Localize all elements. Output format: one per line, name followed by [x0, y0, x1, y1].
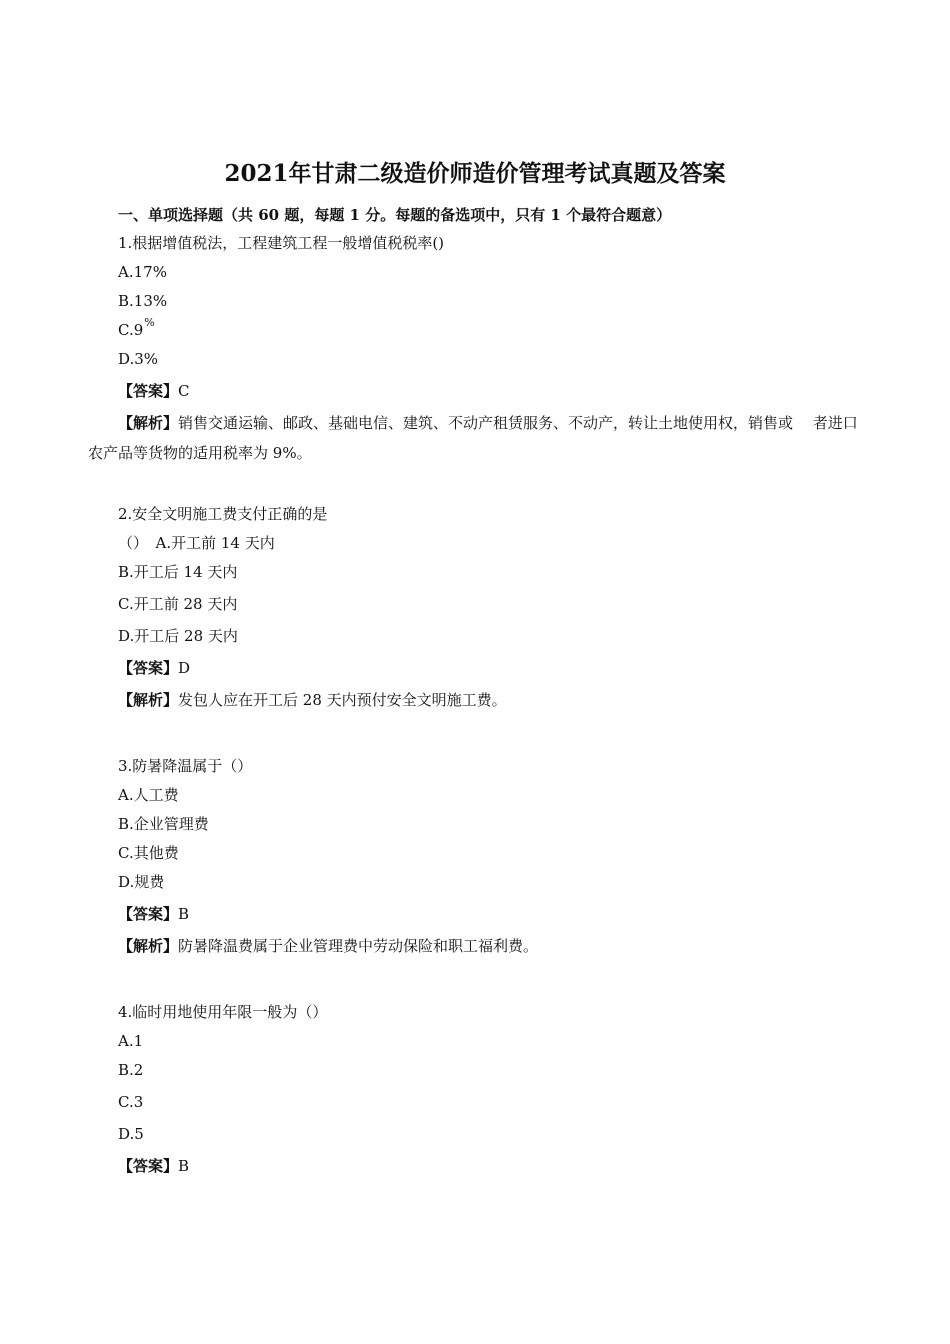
question-3-analysis — [118, 936, 538, 956]
question-2-option-d: D.开工后 28 天内 — [118, 627, 238, 645]
question-1-option-c-text: C.9 — [118, 321, 144, 339]
question-2-analysis — [118, 690, 507, 710]
question-1-answer — [118, 381, 190, 401]
question-4-option-d: D.5 — [118, 1125, 144, 1143]
question-3-option-b: B.企业管理费 — [118, 815, 209, 833]
answer-value: B — [178, 1157, 190, 1175]
question-2-stem-line-2: （） A.开工前 14 天内 — [118, 534, 275, 552]
question-4-option-c: C.3 — [118, 1093, 144, 1111]
analysis-label: 【解析】 — [118, 691, 179, 709]
answer-label: 【答案】 — [118, 659, 179, 677]
question-2-answer — [118, 658, 190, 678]
question-4-option-a: A.1 — [118, 1032, 144, 1050]
answer-value: B — [178, 905, 190, 923]
question-3-answer — [118, 904, 189, 924]
question-1-option-d: D.3% — [118, 350, 159, 368]
answer-value: D — [178, 659, 191, 677]
question-1-option-a: A.17% — [118, 263, 167, 281]
question-2-option-b: B.开工后 14 天内 — [118, 563, 238, 581]
question-3-option-a: A.人工费 — [118, 786, 179, 804]
answer-label: 【答案】 — [118, 1157, 179, 1175]
question-3-stem: 3.防暑降温属于（） — [118, 757, 253, 775]
document-title: 2021年甘肃二级造价师造价管理考试真题及答案 — [224, 160, 726, 187]
analysis-text: 发包人应在开工后 28 天内预付安全文明施工费。 — [178, 691, 507, 709]
question-3-option-c: C.其他费 — [118, 844, 179, 862]
question-4-option-b: B.2 — [118, 1061, 144, 1079]
question-4-stem: 4.临时用地使用年限一般为（） — [118, 1003, 328, 1021]
analysis-text: 销售交通运输、邮政、基础电信、建筑、不动产租赁服务、不动产，转让土地使用权，销售或 者进口 — [178, 414, 858, 432]
question-1-stem: 1.根据增值税法，工程建筑工程一般增值税税率() — [118, 234, 445, 252]
section-heading: 一、单项选择题（共 60 题，每题 1 分。每题的备选项中，只有 1 个最符合题意） — [118, 206, 672, 224]
question-1-analysis-line-2: 农产品等货物的适用税率为 9%。 — [88, 444, 312, 462]
analysis-label: 【解析】 — [118, 937, 179, 955]
question-1-option-c — [118, 316, 155, 342]
question-1-option-c-suffix: % — [144, 316, 155, 329]
question-4-answer — [118, 1156, 189, 1176]
question-1-analysis-line-1 — [118, 413, 858, 433]
answer-label: 【答案】 — [118, 382, 179, 400]
answer-value: C — [178, 382, 190, 400]
analysis-label: 【解析】 — [118, 414, 179, 432]
question-3-option-d: D.规费 — [118, 873, 165, 891]
question-1-option-b: B.13% — [118, 292, 168, 310]
question-2-option-c: C.开工前 28 天内 — [118, 595, 238, 613]
question-2-stem: 2.安全文明施工费支付正确的是 — [118, 505, 328, 523]
analysis-text: 防暑降温费属于企业管理费中劳动保险和职工福利费。 — [178, 937, 539, 955]
answer-label: 【答案】 — [118, 905, 179, 923]
